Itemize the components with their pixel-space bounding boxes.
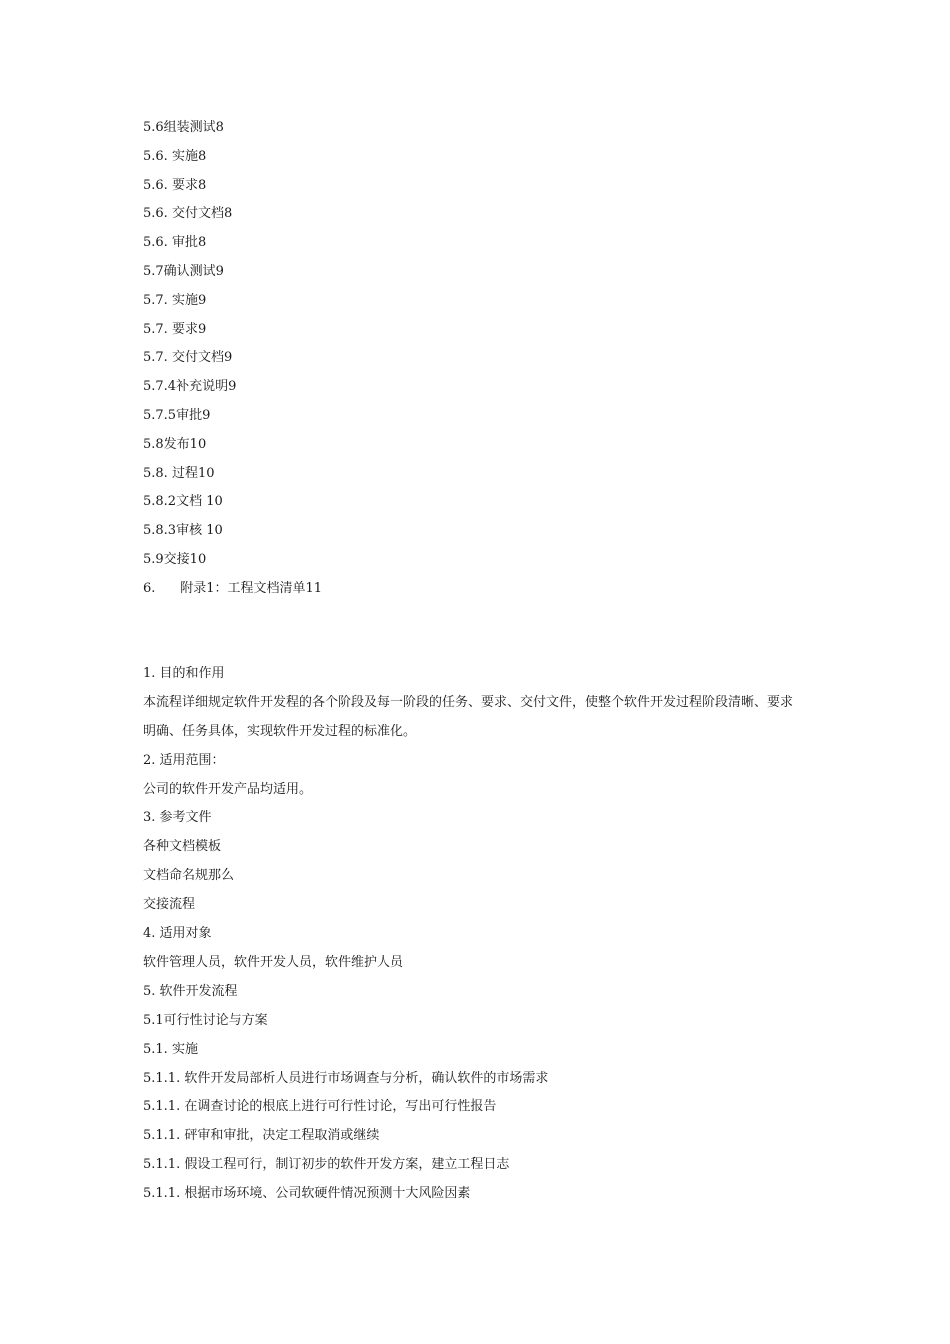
toc-entry: 6. 附录1：工程文档清单11 bbox=[143, 580, 323, 596]
toc-entry: 5.7确认测试9 bbox=[143, 263, 224, 279]
toc-entry: 5.7. 要求9 bbox=[143, 321, 207, 337]
section-heading: 2. 适用范围： bbox=[143, 752, 225, 768]
list-item: 文档命名规那么 bbox=[143, 868, 235, 884]
toc-entry: 5.7. 交付文档9 bbox=[143, 350, 233, 366]
table-of-contents bbox=[143, 114, 823, 604]
list-item: 5.1.1. 假设工程可行，制订初步的软件开发方案，建立工程日志 bbox=[143, 1157, 510, 1173]
section-paragraph: 公司的软件开发产品均适用。 bbox=[143, 781, 313, 797]
toc-entry: 5.7. 实施9 bbox=[143, 292, 207, 308]
toc-entry: 5.8.2文档 10 bbox=[143, 494, 223, 510]
subsection-heading: 5.1可行性讨论与方案 bbox=[143, 1012, 268, 1028]
list-item: 5.1.1. 根据市场环境、公司软硬件情况预测十大风险因素 bbox=[143, 1186, 471, 1202]
section-heading: 1. 目的和作用 bbox=[143, 666, 225, 681]
toc-entry: 5.6. 审批8 bbox=[143, 235, 207, 251]
toc-entry: 5.8发布10 bbox=[143, 436, 207, 452]
section-heading: 4. 适用对象 bbox=[143, 926, 212, 942]
subsection-heading: 5.1. 实施 bbox=[143, 1041, 198, 1057]
list-item: 5.1.1. 软件开发局部析人员进行市场调查与分析，确认软件的市场需求 bbox=[143, 1070, 549, 1086]
list-item: 各种文档模板 bbox=[143, 839, 222, 855]
toc-entry: 5.8. 过程10 bbox=[143, 465, 215, 481]
document-body bbox=[143, 660, 803, 1209]
section-heading: 3. 参考文件 bbox=[143, 810, 212, 826]
toc-entry: 5.6组装测试8 bbox=[143, 120, 224, 135]
list-item: 5.1.1. 在调查讨论的根底上进行可行性讨论，写出可行性报告 bbox=[143, 1099, 497, 1115]
toc-entry: 5.7.5审批9 bbox=[143, 407, 211, 423]
list-item: 5.1.1. 砰审和审批，决定工程取消或继续 bbox=[143, 1128, 380, 1144]
toc-entry: 5.7.4补充说明9 bbox=[143, 379, 237, 395]
toc-entry: 5.9交接10 bbox=[143, 551, 207, 567]
section-paragraph: 本流程详细规定软件开发程的各个阶段及每一阶段的任务、要求、交付文件，使整个软件开发过程阶段清晰、要求明确、任务具体，实现软件开发过程的标准化。 bbox=[143, 694, 794, 739]
section-heading: 5. 软件开发流程 bbox=[143, 983, 238, 999]
list-item: 交接流程 bbox=[143, 897, 196, 913]
section-paragraph: 软件管理人员，软件开发人员，软件维护人员 bbox=[143, 954, 404, 970]
toc-entry: 5.6. 交付文档8 bbox=[143, 206, 233, 222]
toc-entry: 5.6. 要求8 bbox=[143, 177, 207, 193]
toc-entry: 5.8.3审核 10 bbox=[143, 523, 223, 539]
toc-entry: 5.6. 实施8 bbox=[143, 148, 207, 164]
